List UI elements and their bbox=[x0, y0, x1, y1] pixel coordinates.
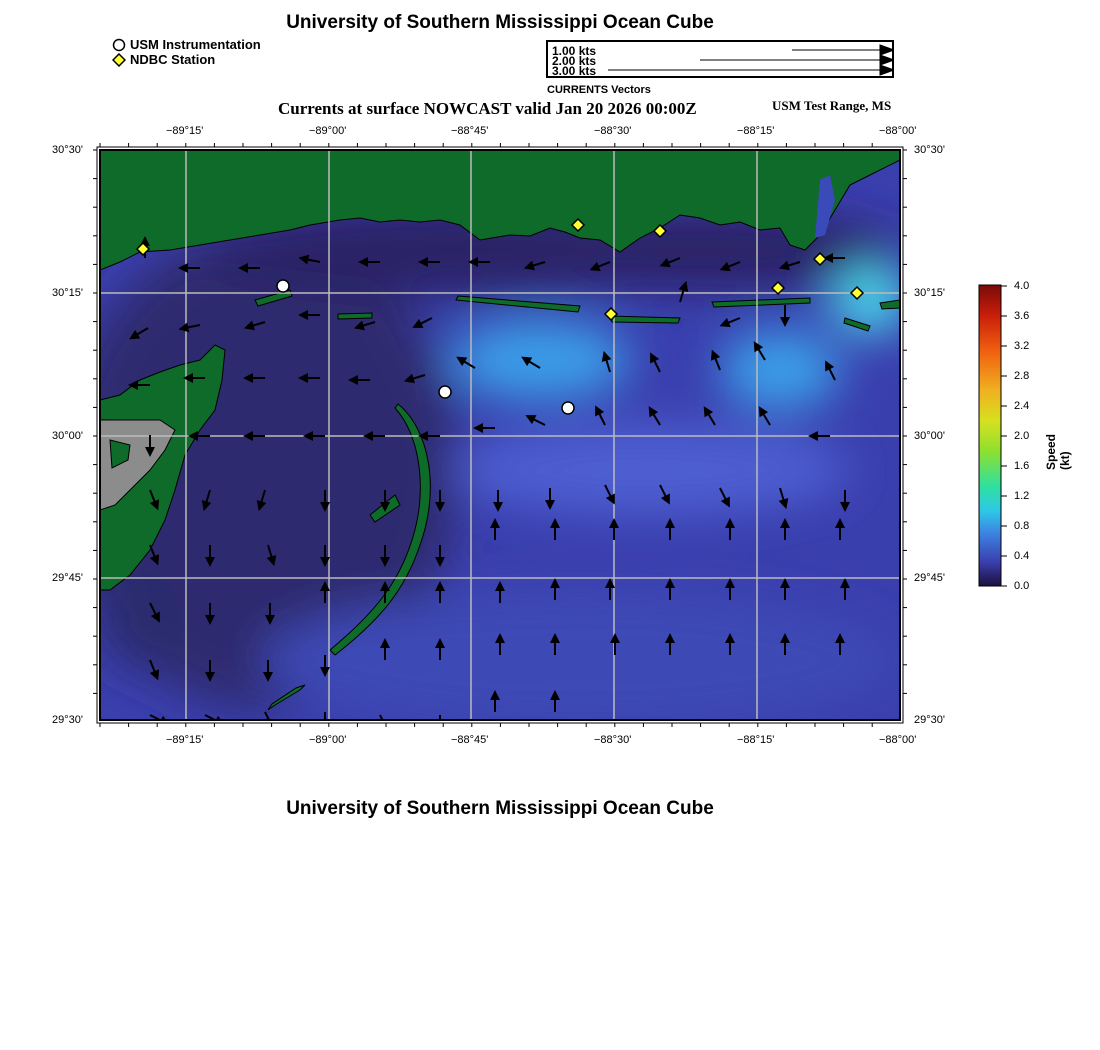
vector-scale-label-3: 3.00 kts bbox=[552, 64, 597, 78]
map-subtitle: Currents at surface NOWCAST valid Jan 20 2026 00:00Z bbox=[278, 99, 697, 118]
current-vector-head bbox=[381, 723, 390, 734]
colorbar bbox=[975, 280, 1015, 592]
ship-island bbox=[338, 313, 372, 319]
colorbar-gradient bbox=[979, 285, 1001, 586]
lon-tick-bottom: −89°15' bbox=[166, 734, 204, 746]
page-title-bottom: University of Southern Mississippi Ocean Cube bbox=[286, 798, 714, 819]
vector-scale-caption: CURRENTS Vectors bbox=[547, 84, 651, 96]
lon-tick-bottom: −89°00' bbox=[309, 734, 347, 746]
colorbar-tick-label: 2.8 bbox=[1014, 370, 1030, 382]
colorbar-tick-label: 1.2 bbox=[1014, 490, 1030, 502]
usm-station-marker bbox=[562, 402, 574, 414]
speed-field bbox=[60, 205, 910, 730]
legend-ndbc-label: NDBC Station bbox=[130, 52, 216, 67]
colorbar-tick-label: 2.4 bbox=[1014, 400, 1030, 412]
lon-tick-bottom: −88°00' bbox=[879, 734, 917, 746]
lon-tick-top: −88°30' bbox=[594, 125, 632, 137]
lat-tick-right: 29°45' bbox=[914, 572, 945, 584]
lon-tick-top: −89°15' bbox=[166, 125, 204, 137]
lat-tick-right: 30°30' bbox=[914, 144, 945, 156]
lon-tick-bottom: −88°15' bbox=[737, 734, 775, 746]
lon-tick-top: −88°00' bbox=[879, 125, 917, 137]
lat-tick-left: 29°45' bbox=[52, 572, 83, 584]
lat-tick-left: 30°15' bbox=[52, 287, 83, 299]
lon-tick-top: −89°00' bbox=[309, 125, 347, 137]
colorbar-tick-label: 1.6 bbox=[1014, 460, 1030, 472]
lat-tick-right: 30°15' bbox=[914, 287, 945, 299]
usm-station-marker bbox=[439, 386, 451, 398]
colorbar-tick-label: 0.0 bbox=[1014, 580, 1030, 592]
lon-tick-top: −88°45' bbox=[451, 125, 489, 137]
vector-scale-label-1: 1.00 kts bbox=[552, 44, 597, 58]
colorbar-ticks bbox=[1001, 286, 1007, 586]
lat-tick-right: 29°30' bbox=[914, 714, 945, 726]
colorbar-tick-label: 3.2 bbox=[1014, 340, 1030, 352]
lon-tick-bottom: −88°30' bbox=[594, 734, 632, 746]
vector-scale-label-2: 2.00 kts bbox=[552, 54, 597, 68]
usm-station-marker bbox=[277, 280, 289, 292]
legend-usm-label: USM Instrumentation bbox=[130, 37, 261, 52]
lat-tick-left: 29°30' bbox=[52, 714, 83, 726]
lat-tick-left: 30°30' bbox=[52, 144, 83, 156]
colorbar-tick-label: 4.0 bbox=[1014, 280, 1030, 292]
lat-tick-left: 30°00' bbox=[52, 430, 83, 442]
colorbar-title: Speed (kt) bbox=[1044, 433, 1072, 470]
colorbar-tick-label: 0.4 bbox=[1014, 550, 1030, 562]
lat-tick-right: 30°00' bbox=[914, 430, 945, 442]
map-area bbox=[60, 150, 910, 737]
current-vector-head bbox=[435, 727, 445, 737]
page-title: University of Southern Mississippi Ocean Cube bbox=[286, 12, 714, 33]
region-label: USM Test Range, MS bbox=[772, 98, 892, 113]
lon-tick-top: −88°15' bbox=[737, 125, 775, 137]
colorbar-tick-label: 0.8 bbox=[1014, 520, 1030, 532]
colorbar-tick-label: 3.6 bbox=[1014, 310, 1030, 322]
colorbar-tick-label: 2.0 bbox=[1014, 430, 1030, 442]
current-vector-head bbox=[266, 720, 275, 731]
lon-tick-bottom: −88°45' bbox=[451, 734, 489, 746]
